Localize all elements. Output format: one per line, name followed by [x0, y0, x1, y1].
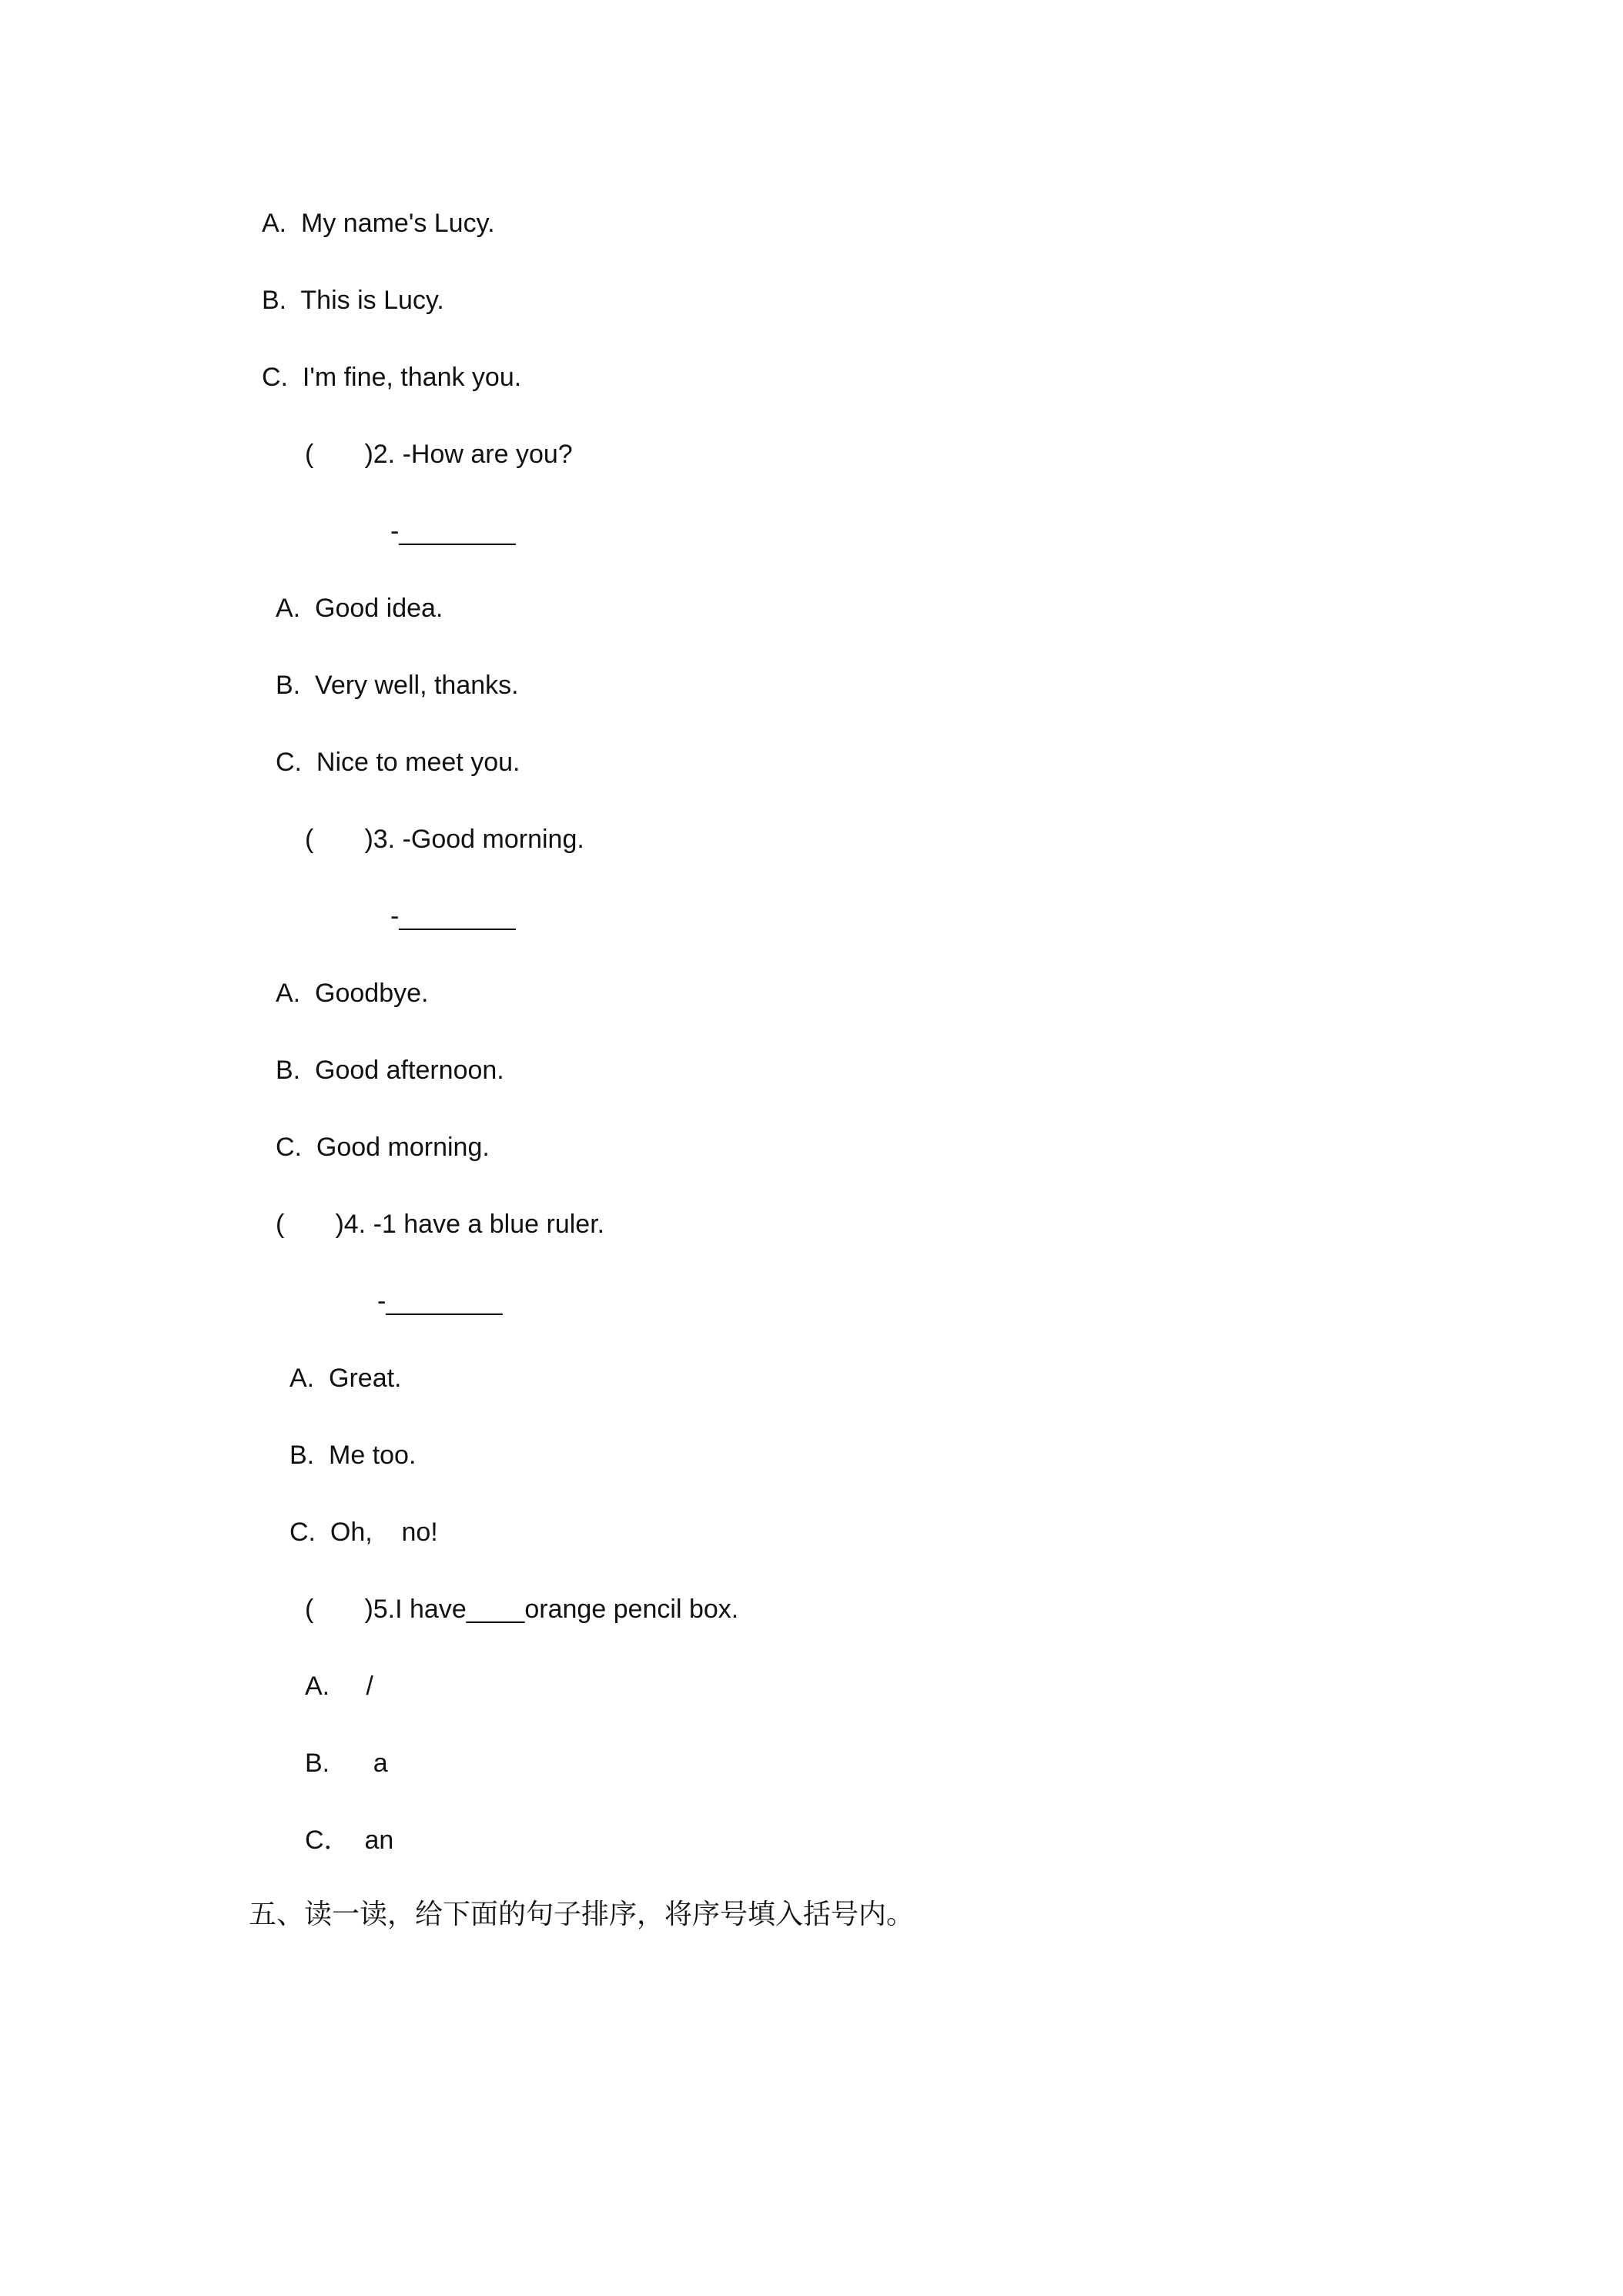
q4-option-b: B. Me too. [289, 1441, 417, 1470]
q1-option-a: A. My name's Lucy. [262, 209, 495, 238]
q5-option-c: C． an [305, 1826, 394, 1855]
q2-option-c: C. Nice to meet you. [276, 748, 520, 777]
section5-title: 五、读一读，给下面的句子排序，将序号填入括号内。 [249, 1899, 915, 1930]
q3-answer-line: -________ [390, 902, 516, 931]
q1-option-b: B. This is Lucy. [262, 286, 444, 315]
q2-stem: ( )2. -How are you? [305, 440, 573, 469]
q5-option-b: B. a [305, 1749, 388, 1778]
q3-option-a: A. Goodbye. [276, 979, 429, 1008]
q2-option-b: B. Very well, thanks. [276, 671, 519, 700]
q5-stem: ( )5.I have____orange pencil box. [305, 1595, 739, 1624]
q4-stem: ( )4. -1 have a blue ruler. [276, 1210, 605, 1239]
q1-option-c: C. I'm fine, thank you. [262, 363, 522, 392]
q4-option-c: C. Oh, no! [289, 1518, 438, 1547]
q4-answer-line: -________ [377, 1287, 503, 1316]
q3-option-b: B. Good afternoon. [276, 1056, 504, 1085]
q2-answer-line: -________ [390, 517, 516, 546]
q4-option-a: A. Great. [289, 1364, 402, 1393]
q3-option-c: C. Good morning. [276, 1133, 490, 1162]
q5-option-a: A. / [305, 1672, 373, 1701]
q2-option-a: A. Good idea. [276, 594, 443, 623]
q3-stem: ( )3. -Good morning. [305, 825, 584, 854]
